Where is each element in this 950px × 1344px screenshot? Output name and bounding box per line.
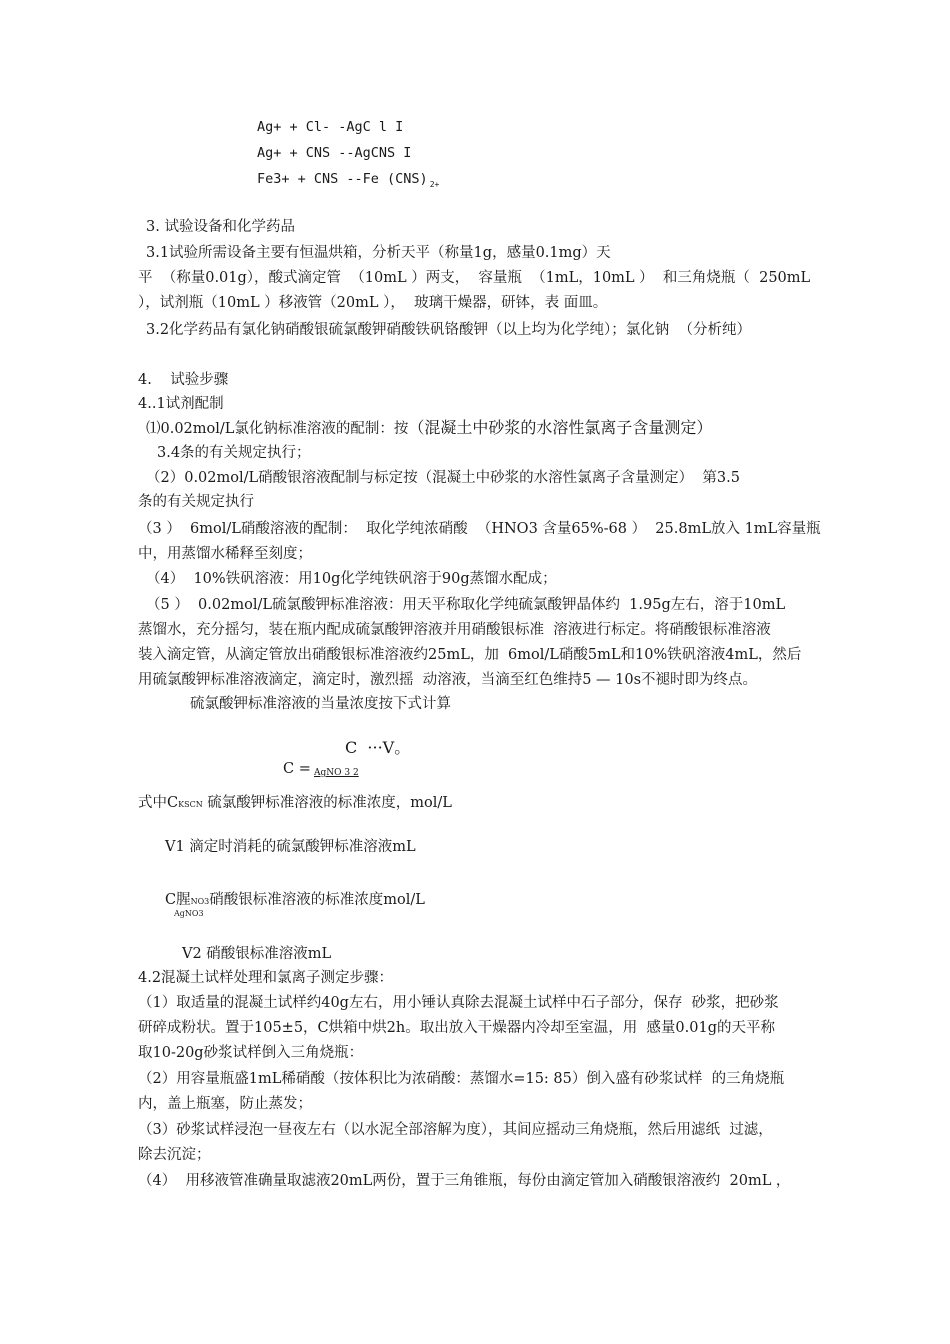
reaction-3: [257, 171, 439, 187]
item-3-line-1: （3 ） 6mol/L硝酸溶液的配制： 取化学纯浓硝酸 （HNO3 含量65%-68 ） 25.8mL放入 1mL容量瓶: [138, 521, 821, 537]
reaction-2: Ag+ + CNS --AgCNS I: [257, 145, 412, 161]
item-1-text: ⑴0.02mol/L氯化钠标准溶液的配制：按: [146, 421, 409, 437]
item-1-reference: （混凝土中砂浆的水溶性氯离子含量测定）: [408, 418, 713, 437]
step-3-line-1: （3）砂浆试样浸泡一昼夜左右（以水泥全部溶解为度），其间应摇动三角烧瓶，然后用滤纸 过滤，: [138, 1122, 773, 1138]
formula-subscript: AgNO 3 2: [314, 768, 359, 778]
definition-cag-below: AgNO3: [174, 909, 204, 918]
definition-cag-prefix: C腥: [165, 892, 191, 908]
item-3-line-2: 中，用蒸馏水稀释至刻度；: [138, 546, 312, 562]
calc-intro: 硫氯酸钾标准溶液的当量浓度按下式计算: [190, 696, 451, 712]
definition-cag-subscript: NO3: [190, 897, 210, 906]
formula-lhs: C =: [283, 761, 311, 777]
section-4-1-title: 4..1试剂配制: [138, 396, 224, 412]
item-5-line-1: （5 ） 0.02mol/L硫氯酸钾标准溶液：用天平称取化学纯硫氯酸钾晶体约 1.95g左右，溶于10mL: [146, 597, 786, 613]
section-3-title: 3. 试验设备和化学药品: [146, 219, 295, 235]
item-1-line-2: 3.4条的有关规定执行；: [157, 445, 311, 461]
section-3-1-line-2: 平 （称量0.01g），酸式滴定管 （10mL ）两支， 容量瓶 （1mL，10mL ） 和三角烧瓶（ 250mL: [138, 270, 811, 286]
definition-c-prefix: 式中C: [138, 795, 179, 811]
definition-c-kscn: [138, 793, 452, 815]
reaction-3-charge: 2+: [429, 180, 440, 189]
item-5-line-2: 蒸馏水，充分摇匀，装在瓶内配成硫氯酸钾溶液并用硝酸银标准 溶液进行标定。将硝酸银标准溶液: [138, 622, 771, 638]
step-1-line-3: 取10-20g砂浆试样倒入三角烧瓶：: [138, 1045, 364, 1061]
step-1-line-1: （1）取适量的混凝土试样约40g左右，用小锤认真除去混凝土试样中石子部分，保存 砂浆，把砂浆: [138, 995, 779, 1011]
item-4: （4） 10%铁矾溶液：用10g化学纯铁矾溶于90g蒸馏水配成；: [146, 571, 557, 587]
definition-v2: V2 硝酸银标准溶液mL: [182, 946, 332, 962]
section-3-2: 3.2化学药品有氯化钠硝酸银硫氯酸钾硝酸铁矾铬酸钾（以上均为化学纯）；氯化钠 （分析纯）: [146, 322, 752, 338]
step-4-line-1: （4） 用移液管准确量取滤液20mL两份，置于三角锥瓶，每份由滴定管加入硝酸银溶液约 20mL ，: [138, 1173, 791, 1189]
section-3-1-line-3: ），试剂瓶（10mL ）移液管（20mL ）， 玻璃干燥器，研钵，表 面皿。: [138, 295, 608, 311]
section-4-2-title: 4.2混凝土试样处理和氯离子测定步骤：: [138, 970, 394, 986]
definition-c-text: 硫氯酸钾标准溶液的标准浓度，mol/L: [202, 795, 452, 811]
section-3-1-line-1: 3.1试验所需设备主要有恒温烘箱，分析天平（称量1g，感量0.1mg）天: [146, 245, 611, 261]
item-5-line-3: 装入滴定管，从滴定管放出硝酸银标准溶液约25mL，加 6mol/L硝酸5mL和10%铁矾溶液4mL，然后: [138, 647, 802, 663]
item-2-line-2: 条的有关规定执行: [138, 494, 254, 510]
formula-numerator: C ···V。: [345, 738, 411, 757]
step-1-line-2: 研碎成粉状。置于105±5，C烘箱中烘2h。取出放入干燥器内冷却至室温，用 感量0.01g的天平称: [138, 1020, 775, 1036]
definition-c-subscript: KSCN: [178, 800, 203, 809]
reaction-1: Ag+ + Cl- -AgC l I: [257, 119, 404, 135]
step-3-line-2: 除去沉淀；: [138, 1147, 211, 1163]
item-1-line-1: [146, 418, 712, 439]
definition-cag-text: 硝酸银标准溶液的标准浓度mol/L: [209, 892, 425, 908]
reaction-3-text: Fe3+ + CNS --Fe (CNS): [257, 171, 428, 187]
definition-v1: V1 滴定时消耗的硫氯酸钾标准溶液mL: [165, 839, 416, 855]
item-2-line-1: （2）0.02mol/L硝酸银溶液配制与标定按（混凝土中砂浆的水溶性氯离子含量测定） 第3.5: [146, 470, 740, 486]
item-5-line-4: 用硫氯酸钾标准溶液滴定，滴定时，激烈摇 动溶液，当滴至红色维持5 — 10s不褪时即为终点。: [138, 672, 758, 688]
step-2-line-1: （2）用容量瓶盛1mL稀硝酸（按体积比为浓硝酸：蒸馏水=15: 85）倒入盛有砂浆试样 的三角烧瓶: [138, 1071, 785, 1087]
section-4-title: 4. 试验步骤: [138, 372, 229, 388]
step-2-line-2: 内，盖上瓶塞，防止蒸发；: [138, 1096, 312, 1112]
